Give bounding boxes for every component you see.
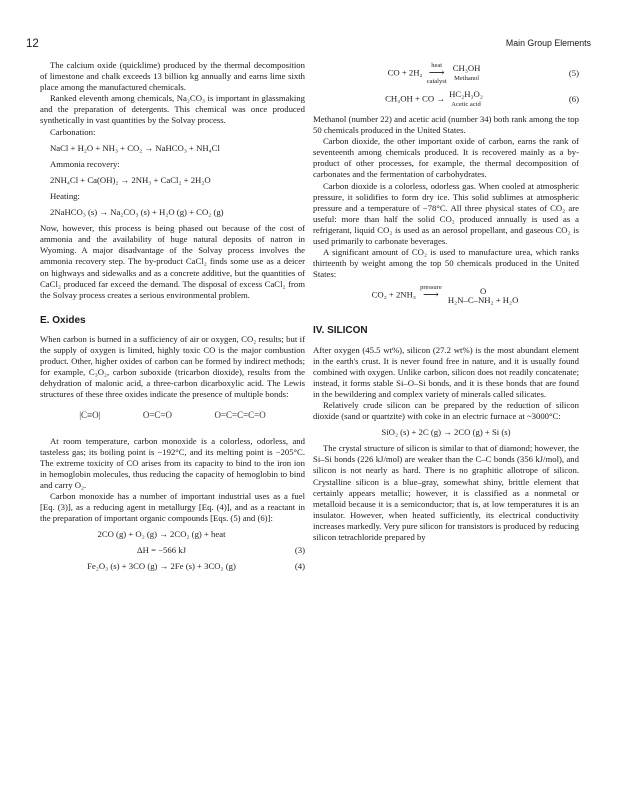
paragraph-carbon-oxides: When carbon is burned in a sufficiency of air or oxygen, CO₂ results; but if the supply of oxygen is limited, highly toxic CO is the major combustion product. Other, higher oxides of carbon can be formed by indirect methods; for example, C₃O₂, carbon suboxide (tricarbon dioxide), results from the dehydration of malonic acid, a three-carbon dicarboxylic acid. The Lewis structures of these three oxides indicate the presence of multiple bonds: xyxy=(40,333,305,400)
equation-3a: 2CO (g) + O₂ (g) → 2CO₂ (g) + heat xyxy=(97,529,226,540)
right-column xyxy=(313,60,579,543)
equation-4-number: (4) xyxy=(294,561,305,572)
heading-oxides: E. Oxides xyxy=(40,314,86,326)
paragraph-sodium-carbonate: Ranked eleventh among chemicals, Na₂CO₃ is important in glassmaking and the preparation of detergents. This chemical was once produced synthetically in vast quantities by the Solvay process. xyxy=(40,93,305,126)
lewis-co: |C≡O| xyxy=(79,410,101,421)
lewis-c3o2: O=C=C=C=O xyxy=(214,410,266,421)
paragraph-solvay: Now, however, this process is being phased out because of the cost of ammonia and the availability of huge natural deposits of natron in Wyoming. A major disadvantage of the Solvay process involves the ammonia recovery step. The by-product CaCl₂ finds some use as a deicer on highways and sidewalks and as a concrete additive, but the quantities of CaCl₂ produced far exceed the demand. The disposal of excess CaCl₂ from the Solvay process creates a serious environmental problem. xyxy=(40,223,305,300)
heading-silicon: IV. SILICON xyxy=(313,325,368,337)
equation-6: CH₃OH + CO → HC₂H₃O₂ Acetic acid (6) xyxy=(385,89,579,108)
label-carbonation: Carbonation: xyxy=(50,126,96,137)
equation-6-number: (6) xyxy=(568,93,579,104)
paragraph-silicon-preparation: Relatively crude silicon can be prepared by the reduction of silicon dioxide (sand or quartzite) with coke in an electric furnace at ~3000°C: xyxy=(313,399,579,422)
label-heating: Heating: xyxy=(50,190,80,201)
equation-heating: 2NaHCO₃ (s) → Na₂CO₃ (s) + H₂O (g) + CO₂ (g) xyxy=(50,207,224,218)
equation-urea: CO₂ + 2NH₃ pressure ⟶ O H₂N–C–NH₂ + H₂O xyxy=(371,284,519,305)
paragraph-urea: A significant amount of CO₂ is used to manufacture urea, which ranks thirteenth by weight among the top 50 chemicals produced in the United States: xyxy=(313,247,579,280)
equation-carbonation: NaCl + H₂O + NH₃ + CO₂ → NaHCO₃ + NH₄Cl xyxy=(50,142,220,153)
label-ammonia-recovery: Ammonia recovery: xyxy=(50,158,120,169)
equation-5-number: (5) xyxy=(568,67,579,78)
equation-3-number: (3) xyxy=(294,545,305,556)
equation-5: CO + 2H₂ heat ⟶ catalyst CH₃OH Methanol (5) xyxy=(387,62,579,85)
equation-silicon: SiO₂ (s) + 2C (g) → 2CO (g) + Si (s) xyxy=(381,427,511,438)
paragraph-co2-properties: Carbon dioxide is a colorless, odorless gas. When cooled at atmospheric pressure, it solidifies to form dry ice. This solid sublimes at atmospheric pressure and a temperature of −78°C. All three physical states of CO₂ are useful: more than half the solid CO₂ produced annually is used as a refrigerant, liquid CO₂ is used as an aerosol propellant, and gaseous CO₂ is used primarily to carbonate beverages. xyxy=(313,180,579,247)
paragraph-silicon-abundance: After oxygen (45.5 wt%), silicon (27.2 wt%) is the most abundant element in the earth's crust. It is never found free in nature, and it is usually found combined with oxygen. Unlike carbon, silicon does not readily concatenate; instead, it forms stable Si–O–Si bonds, and it is these bonds that are found in the bewildering and complex variety of minerals called silicates. xyxy=(313,344,579,399)
left-column xyxy=(40,60,305,578)
reaction-arrow: heat ⟶ catalyst xyxy=(426,62,447,85)
paragraph-methanol: Methanol (number 22) and acetic acid (number 34) both rank among the top 50 chemicals produced in the United States. xyxy=(313,114,579,136)
paragraph-co-properties: At room temperature, carbon monoxide is a colorless, odorless, and tasteless gas; its boiling point is −192°C, and its melting point is −205°C. The extreme toxicity of CO arises from its capacity to bind to the iron ion in hemoglobin molecules, thus reducing the capacity of hemoglobin to bind and carry O₂. xyxy=(40,435,305,490)
lewis-structures xyxy=(40,410,305,421)
page-number: 12 xyxy=(26,38,39,50)
running-title: Main Group Elements xyxy=(505,38,591,48)
paragraph-co-uses: Carbon monoxide has a number of important industrial uses as a fuel [Eq. (3)], as a reducing agent in metallurgy [Eq. (4)], and as a reactant in the preparation of important organic compounds [Eqs. (5) and (6)]: xyxy=(40,491,305,524)
paragraph-silicon-structure: The crystal structure of silicon is similar to that of diamond; however, the Si–Si bonds (226 kJ/mol) are weaker than the C–C bonds (356 kJ/mol), and silicon is not nearly as hard. There is no graphitic allotrope of silicon. Crystalline silicon is a blue–gray, somewhat shiny, brittle element that certainly appears metallic; however, it is classified as a nonmetal or metalloid because it is a semiconductor; that is, at low temperatures it is an insulator. However, when heated sufficiently, its electrical conductivity increases markedly. Very pure silicon for transistors is produced by reducing silicon tetrachloride prepared by xyxy=(313,443,579,542)
equation-3b: ΔH = −566 kJ (3) xyxy=(137,545,305,556)
paragraph-quicklime: The calcium oxide (quicklime) produced by the thermal decomposition of limestone and chalk exceeds 13 billion kg annually and earns lime sixth place among the manufactured chemicals. xyxy=(40,60,305,93)
paragraph-co2-rank: Carbon dioxide, the other important oxide of carbon, earns the rank of seventeenth among chemicals produced. It is recovered mainly as a by-product of other processes, for example, the thermal decomposition of carbonates and the fermentation of carbohydrates. xyxy=(313,136,579,180)
lewis-co2: O=C=O xyxy=(142,410,172,421)
equation-ammonia-recovery: 2NH₄Cl + Ca(OH)₂ → 2NH₃ + CaCl₂ + 2H₂O xyxy=(50,174,211,185)
equation-4: Fe₂O₃ (s) + 3CO (g) → 2Fe (s) + 3CO₂ (g) (4) xyxy=(87,561,305,572)
